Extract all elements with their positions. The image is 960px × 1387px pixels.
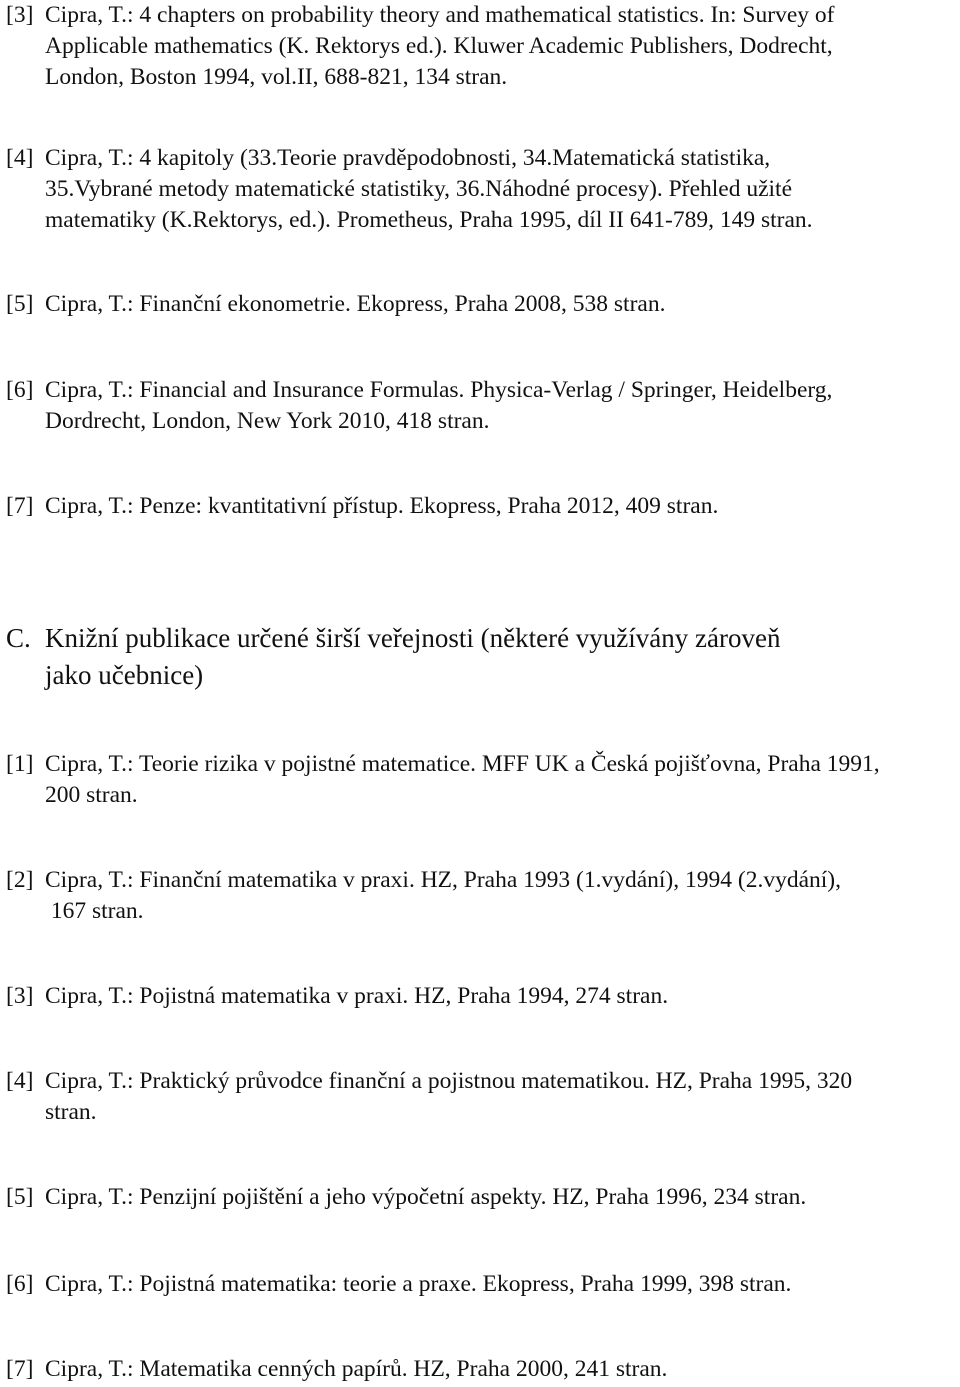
reference-text-line: Cipra, T.: Penze: kvantitativní přístup. Ekopress, Praha 2012, 409 stran. <box>45 493 719 519</box>
reference-entry <box>0 749 950 811</box>
reference-entry <box>0 1182 950 1213</box>
reference-number: [6] <box>6 1271 34 1297</box>
section-title-line: jako učebnice) <box>45 660 204 690</box>
reference-number: [2] <box>6 867 34 893</box>
reference-text-line: Cipra, T.: Penzijní pojištění a jeho výpočetní aspekty. HZ, Praha 1996, 234 stran. <box>45 1184 807 1210</box>
reference-text-line: Cipra, T.: Finanční ekonometrie. Ekopress, Praha 2008, 538 stran. <box>45 291 666 317</box>
reference-number: [6] <box>6 377 34 403</box>
reference-entry <box>0 981 950 1012</box>
reference-text-line: Dordrecht, London, New York 2010, 418 stran. <box>45 408 490 434</box>
reference-number: [1] <box>6 751 34 777</box>
reference-entry <box>0 143 950 236</box>
reference-entry <box>0 1354 950 1385</box>
reference-text-line: Cipra, T.: Pojistná matematika v praxi. HZ, Praha 1994, 274 stran. <box>45 983 669 1009</box>
reference-text-line: London, Boston 1994, vol.II, 688-821, 134 stran. <box>45 64 508 90</box>
reference-entry <box>0 289 950 320</box>
reference-entry <box>0 865 950 927</box>
reference-number: [4] <box>6 1068 34 1094</box>
reference-entry <box>0 375 950 437</box>
reference-number: [3] <box>6 983 34 1009</box>
reference-text-line: 35.Vybrané metody matematické statistiky, 36.Náhodné procesy). Přehled užité <box>45 176 792 202</box>
reference-text-line: Cipra, T.: Teorie rizika v pojistné matematice. MFF UK a Česká pojišťovna, Praha 1991, <box>45 751 880 777</box>
reference-text-line: Cipra, T.: Pojistná matematika: teorie a praxe. Ekopress, Praha 1999, 398 stran. <box>45 1271 792 1297</box>
reference-entry <box>0 1269 950 1300</box>
reference-text-line: Cipra, T.: 4 kapitoly (33.Teorie pravděpodobnosti, 34.Matematická statistika, <box>45 145 771 171</box>
reference-number: [7] <box>6 493 34 519</box>
reference-number: [3] <box>6 2 34 28</box>
reference-text-line: matematiky (K.Rektorys, ed.). Prometheus, Praha 1995, díl II 641-789, 149 stran. <box>45 207 813 233</box>
reference-text-line: Cipra, T.: Financial and Insurance Formulas. Physica-Verlag / Springer, Heidelberg, <box>45 377 833 403</box>
reference-text-line: Cipra, T.: Matematika cenných papírů. HZ, Praha 2000, 241 stran. <box>45 1356 668 1382</box>
reference-text-line: 200 stran. <box>45 782 138 808</box>
reference-text-line: Cipra, T.: Praktický průvodce finanční a pojistnou matematikou. HZ, Praha 1995, 320 <box>45 1068 853 1094</box>
reference-text-line: Cipra, T.: Finanční matematika v praxi. HZ, Praha 1993 (1.vydání), 1994 (2.vydání), <box>45 867 841 893</box>
reference-text-line: 167 stran. <box>45 898 144 924</box>
reference-number: [5] <box>6 291 34 317</box>
reference-entry <box>0 0 950 93</box>
reference-text-line: stran. <box>45 1099 97 1125</box>
reference-text-line: Applicable mathematics (K. Rektorys ed.). Kluwer Academic Publishers, Dodrecht, <box>45 33 833 59</box>
reference-number: [4] <box>6 145 34 171</box>
reference-entry <box>0 491 950 522</box>
section-heading <box>0 620 950 694</box>
reference-entry <box>0 1066 950 1128</box>
reference-number: [7] <box>6 1356 34 1382</box>
reference-number: [5] <box>6 1184 34 1210</box>
section-title-line: Knižní publikace určené širší veřejnosti (některé využívány zároveň <box>45 623 781 653</box>
section-letter: C. <box>6 623 31 653</box>
reference-text-line: Cipra, T.: 4 chapters on probability theory and mathematical statistics. In: Survey of <box>45 2 835 28</box>
